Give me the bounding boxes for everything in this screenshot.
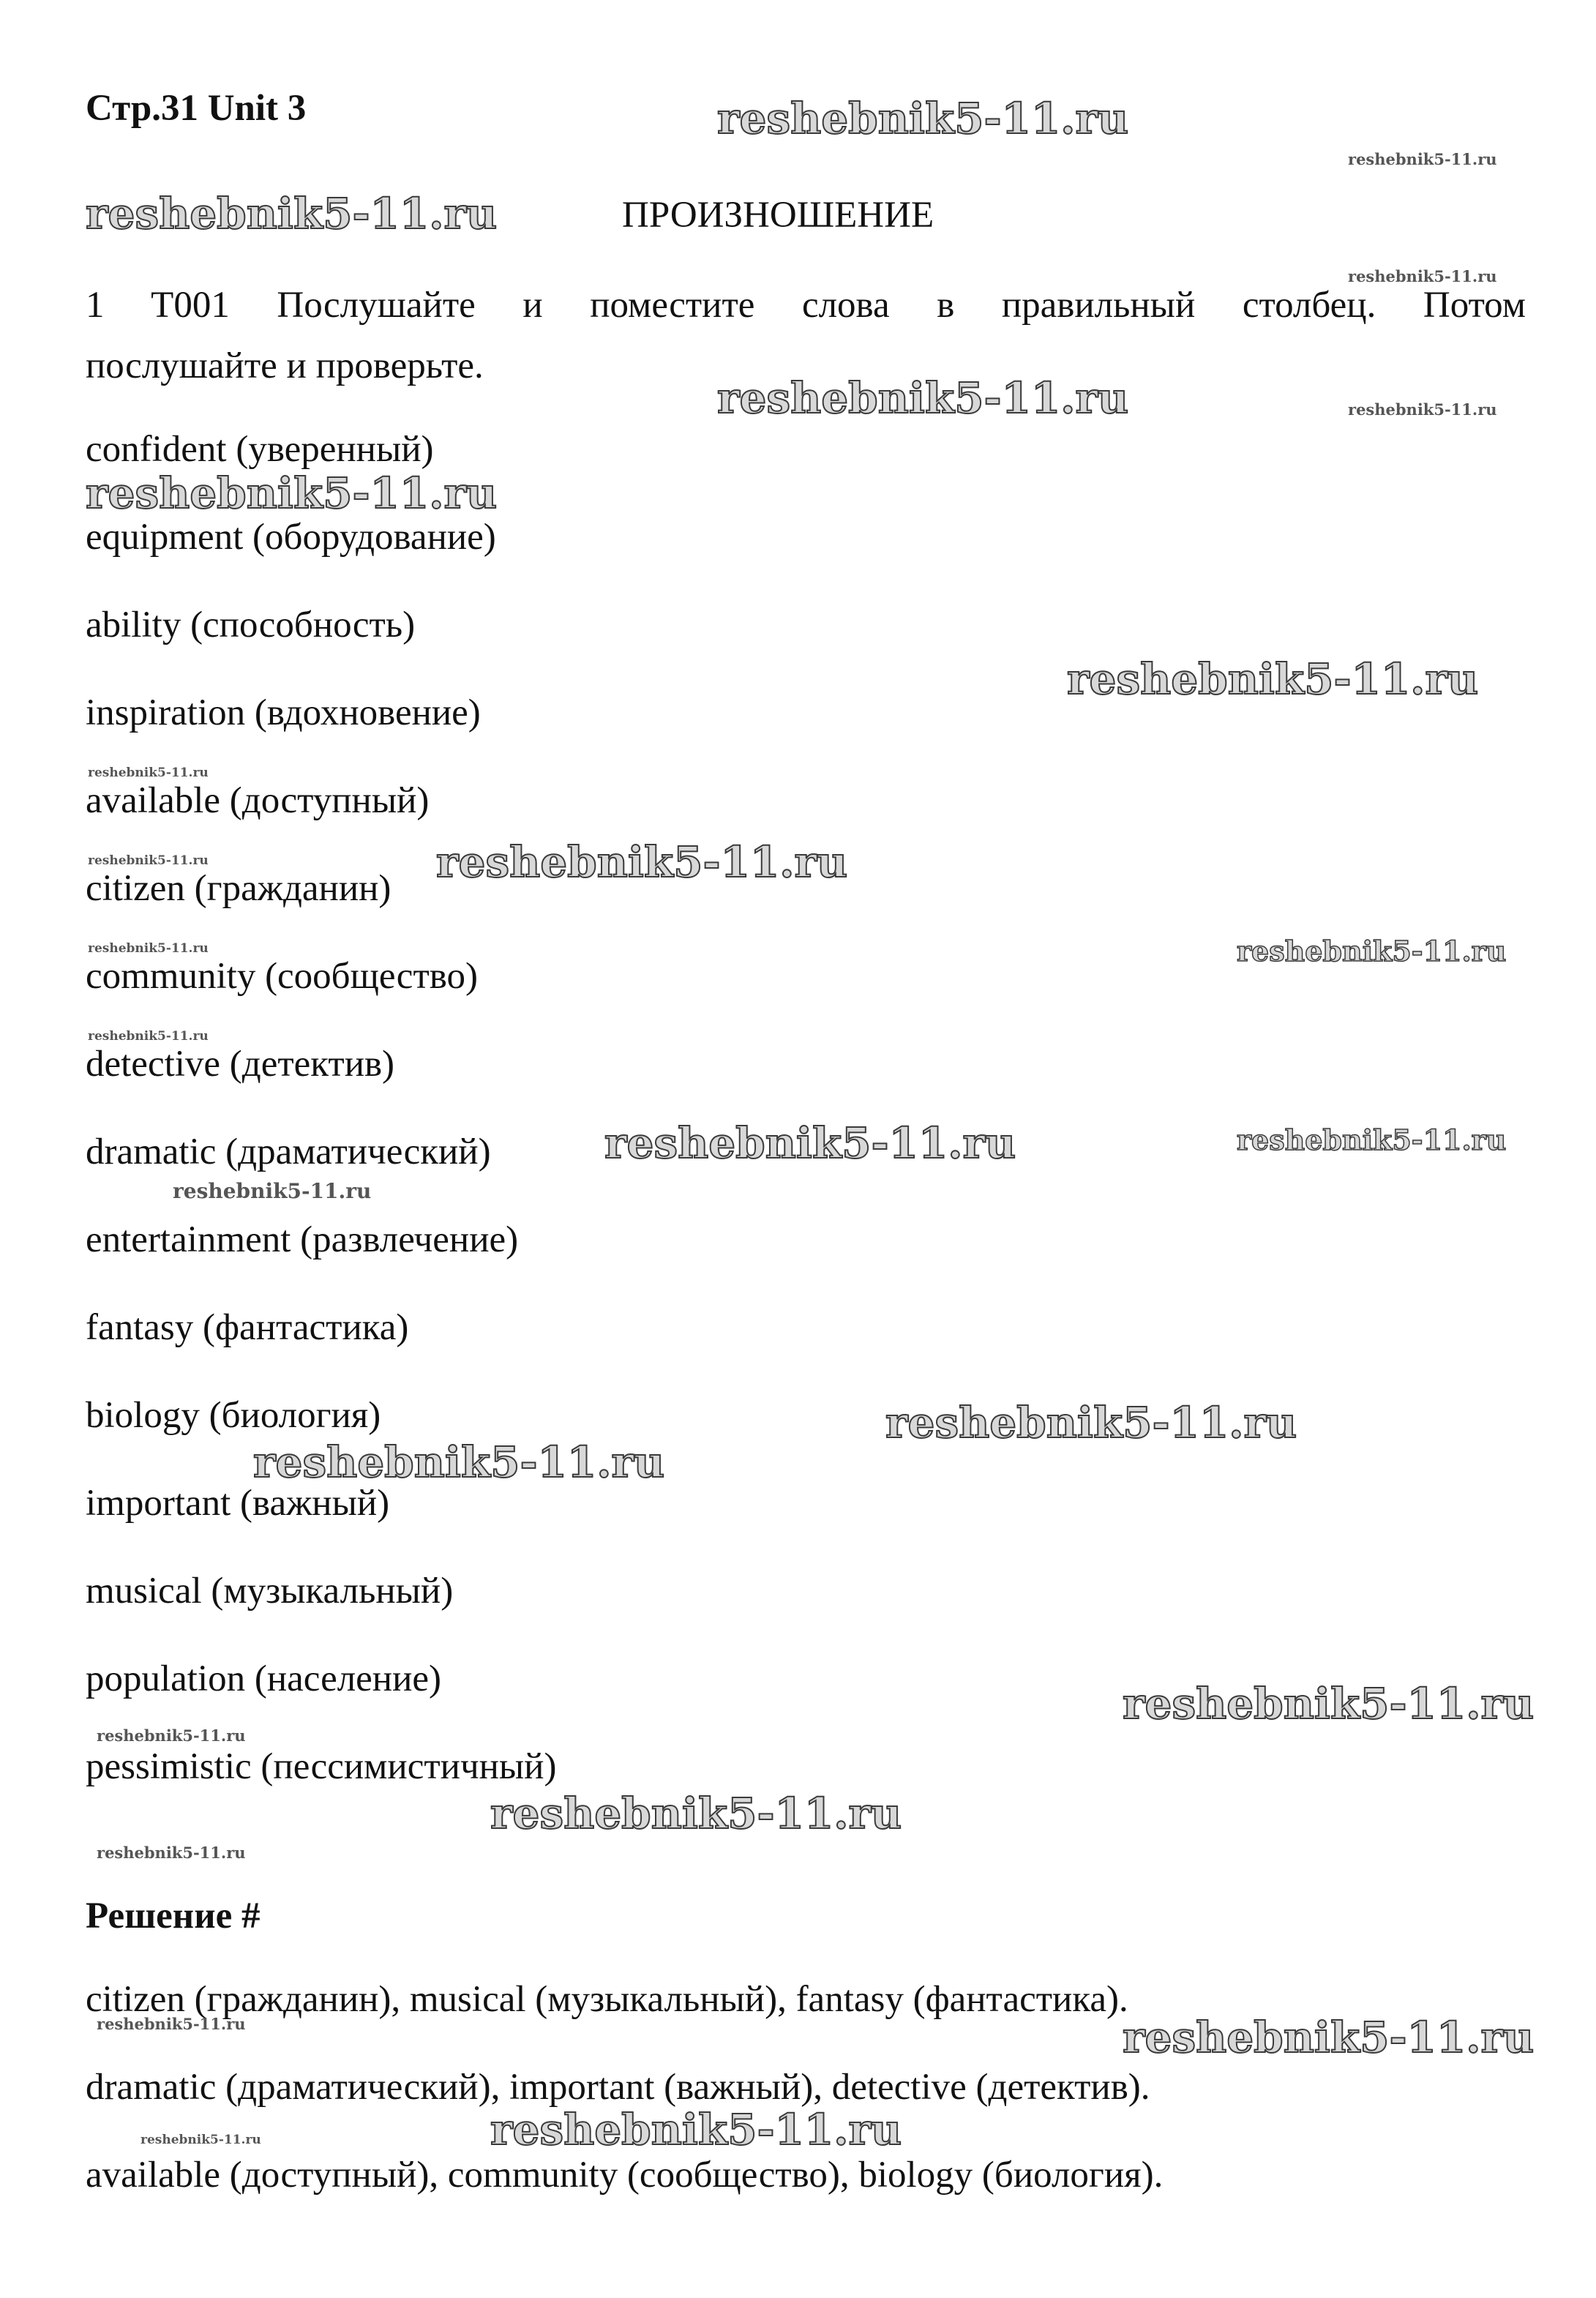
word-item: detective (детектив) xyxy=(86,1044,395,1085)
watermark: reshebnik5-11.ru xyxy=(1237,935,1507,968)
watermark: reshebnik5-11.ru xyxy=(490,2105,902,2155)
word-item: entertainment (развлечение) xyxy=(86,1219,519,1260)
watermark: reshebnik5-11.ru xyxy=(1348,400,1497,419)
watermark: reshebnik5-11.ru xyxy=(173,1179,372,1203)
watermark: reshebnik5-11.ru xyxy=(717,373,1129,423)
watermark: reshebnik5-11.ru xyxy=(86,189,498,239)
watermark: reshebnik5-11.ru xyxy=(88,941,209,956)
watermark: reshebnik5-11.ru xyxy=(1348,267,1497,285)
watermark: reshebnik5-11.ru xyxy=(88,766,209,780)
watermark: reshebnik5-11.ru xyxy=(1348,150,1497,168)
page-reference: Стр.31 Unit 3 xyxy=(86,88,307,129)
watermark: reshebnik5-11.ru xyxy=(490,1789,902,1838)
section-title: ПРОИЗНОШЕНИЕ xyxy=(622,195,934,236)
watermark: reshebnik5-11.ru xyxy=(253,1437,665,1487)
watermark: reshebnik5-11.ru xyxy=(604,1118,1016,1168)
watermark: reshebnik5-11.ru xyxy=(97,1726,246,1745)
watermark: reshebnik5-11.ru xyxy=(88,1029,209,1044)
word-item: confident (уверенный) xyxy=(86,429,434,470)
task-instruction-line-2: послушайте и проверьте. xyxy=(86,345,484,386)
word-item: fantasy (фантастика) xyxy=(86,1307,409,1348)
word-item: population (население) xyxy=(86,1658,441,1699)
word-item: musical (музыкальный) xyxy=(86,1571,454,1612)
solution-line: available (доступный), community (сообщество), biology (биология). xyxy=(86,2155,1164,2196)
word-item: dramatic (драматический) xyxy=(86,1131,491,1172)
watermark: reshebnik5-11.ru xyxy=(1123,2013,1535,2062)
watermark: reshebnik5-11.ru xyxy=(1237,1123,1507,1156)
word-item: ability (способность) xyxy=(86,605,416,645)
watermark: reshebnik5-11.ru xyxy=(717,94,1129,143)
watermark: reshebnik5-11.ru xyxy=(88,853,209,868)
watermark: reshebnik5-11.ru xyxy=(1123,1679,1535,1729)
word-item: inspiration (вдохновение) xyxy=(86,692,481,733)
word-item: pessimistic (пессимистичный) xyxy=(86,1746,557,1787)
solution-line: dramatic (драматический), important (важный), detective (детектив). xyxy=(86,2067,1150,2108)
watermark: reshebnik5-11.ru xyxy=(436,837,848,887)
word-item: biology (биология) xyxy=(86,1395,381,1436)
watermark: reshebnik5-11.ru xyxy=(97,2015,246,2033)
word-item: available (доступный) xyxy=(86,780,430,821)
watermark: reshebnik5-11.ru xyxy=(86,468,498,518)
watermark: reshebnik5-11.ru xyxy=(97,1844,246,1862)
task-instruction-line-1: 1 T001 Послушайте и поместите слова в правильный столбец. Потом xyxy=(86,285,1526,326)
watermark: reshebnik5-11.ru xyxy=(1067,654,1479,704)
watermark: reshebnik5-11.ru xyxy=(885,1398,1297,1448)
word-item: important (важный) xyxy=(86,1483,390,1524)
word-item: citizen (гражданин) xyxy=(86,868,391,909)
solution-heading: Решение # xyxy=(86,1895,261,1936)
watermark: reshebnik5-11.ru xyxy=(141,2133,261,2147)
word-item: community (сообщество) xyxy=(86,956,478,997)
word-item: equipment (оборудование) xyxy=(86,517,496,558)
solution-line: citizen (гражданин), musical (музыкальный), fantasy (фантастика). xyxy=(86,1979,1128,2020)
